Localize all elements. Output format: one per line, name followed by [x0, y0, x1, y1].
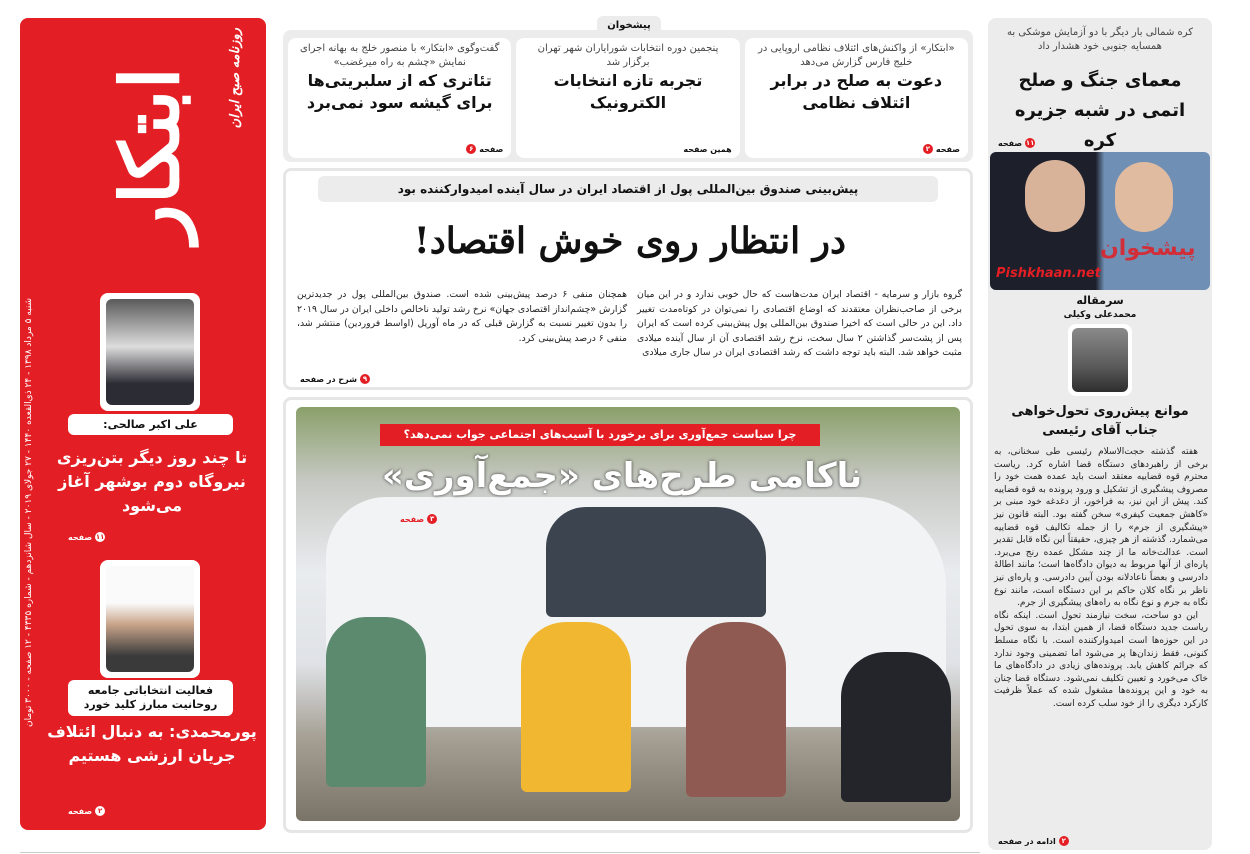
main-col1: گروه بازار و سرمایه - اقتصاد ایران مدت‌هاست که حال خوبی ندارد و در این میان برخی از صاحب‌نظران معتقدند که اوضاع اقتصادی را نمی‌توان در کوتاه‌مدت تغییر داد. این در حالی است که اخیرا صندوق بین‌المللی پول پیش‌بینی کرده است که ایران پس از پشت‌سر گذاشتن ۲ سال سخت، نرخ رشد اقتصادی آن از سال آینده میلادی مثبت خواهد شد. البته باید توجه داشت که رشد اقتصادی ایران در سال جاری میلادی — [637, 289, 962, 358]
dateline: شنبه ۵ مرداد ۱۳۹۸ - ۲۴ ذی‌القعده ۱۴۴۰ - ۲۷ جولای ۲۰۱۹ - سال شانزدهم - شماره ۴۳۳۵ - ۱۲ صفحه - ۳۰۰۰ تومان — [24, 298, 34, 728]
main-col2: همچنان منفی ۶ درصد پیش‌بینی شده است. صندوق بین‌المللی پول در جدیدترین گزارش «چشم‌انداز اقتصادی جهان» نرخ رشد تولید ناخالص داخلی ایران در سال ۲۰۱۹ را بدون تغییر نسبت به گزارش قبلی که در ماه آوریل (اواسط فروردین) منتشر شد، منفی ۶ درصد پیش‌بینی کرد. — [296, 289, 627, 344]
headline[interactable]: تا چند روز دیگر بتن‌ریزی نیروگاه دوم بوشهر آغاز می‌شود — [56, 448, 248, 515]
photo-kicker: چرا سیاست جمع‌آوری برای برخورد با آسیب‌های اجتماعی جواب نمی‌دهد؟ — [380, 424, 820, 446]
watermark-logo: پیشخوان — [1100, 236, 1196, 261]
headline[interactable]: پورمحمدی: به دنبال ائتلاف جریان ارزشی هستیم — [47, 722, 257, 765]
editorial-continue[interactable]: ۲ ادامه در صفحه — [998, 836, 1069, 846]
photo-frame — [100, 560, 200, 678]
photo-frame — [100, 293, 200, 411]
watermark-text: Pishkhaan.net — [996, 266, 1101, 281]
main-continue[interactable]: ۹ شرح در صفحه — [300, 374, 370, 384]
editorial-body: هفته گذشته حجت‌الاسلام رئیسی طی سخنانی، به برخی از راهبردهای دستگاه قضا اشاره کرد. ریاست محترم قوه قضاییه معتقد است باید عمده همت خود را مصروف پیشگیری از تشکیل و ورود پرونده به قوه قضاییه کند. پیش از این نیز، به فراخور، از دغدغه خود مبنی بر «کاهش جمعیت کیفری» سخن گفته بود. البته قانون نیز «پیشگیری از جرم» را از جمله تکالیف قوه قضاییه می‌شمارد. گذشته از هر چیزی، حقیقتاً این نگاه قابل تقدیر است. عدالت‌خانه ما از چند مشکل عمده رنج می‌برد. پاره‌ای از آنها مربوط به دیوان دادگاه‌ها است؛ مانند اطالهٔ دادرسی و بعضاً ناعادلانه بودن آیین دادرسی. و پاره‌ای نیز ناظر بر نگاه کلان حاکم بر این دستگاه است، مانند نوع نگاه به جرم و نوع نگاه به راه‌های پیشگیری از جرم. این دو ساحت، سخت نیازمند تحول است. اینکه نگاه ریاست جدید دستگاه قضا، از همین ابتدا، به سوی تحول در این حوزه‌ها است امیدوارکننده است. با نگاه مسلط کنونی، فقط زندان‌ها پر می‌شود اما تضمینی وجود ندارد که جرائم کاهش یابد. پرونده‌های زیادی در دادگاه‌های ما خاک می‌خورد و تعیین تکلیف نمی‌شود. دستگاه قضا چنان به خود و این پرونده‌ها مشغول شده که عملاً ظرفیت کارکرد دیگری را از خود سلب کرده است. — [994, 447, 1208, 709]
preview-items — [288, 38, 968, 158]
author-photo-frame — [1068, 324, 1132, 396]
masthead-logo: ابتکار — [103, 67, 197, 243]
portrait-pourmohammadi — [106, 566, 194, 672]
editorial-label: سرمقاله — [1076, 294, 1124, 307]
page-ref: ۳ صفحه — [400, 514, 437, 524]
photo-headline[interactable]: ناکامی طرح‌های «جمع‌آوری» — [381, 456, 863, 496]
masthead-subtitle: روزنامه صبح ایران — [228, 28, 243, 129]
preview-item[interactable]: گفت‌وگوی «ابتکار» با منصور خلج به بهانه اجرای نمایش «چشم به راه میرغضب» تئاتری که از سلبریتی‌ها برای گیشه سود نمی‌برد ۶ صفحه — [288, 38, 511, 158]
editorial-headline[interactable]: موانع پیش‌روی تحول‌خواهی جناب آقای رئیسی — [1011, 404, 1189, 438]
main-headline[interactable]: در انتظار روی خوش اقتصاد! — [413, 220, 847, 262]
author-photo — [1072, 328, 1128, 392]
right-headline[interactable]: معمای جنگ و صلح اتمی در شبه جزیره کره — [1014, 70, 1186, 151]
page-ref: ۱۱ صفحه — [68, 532, 105, 542]
caption: علی اکبر صالحی: — [68, 414, 233, 435]
main-kicker: پیش‌بینی صندوق بین‌المللی پول از اقتصاد ایران در سال آینده امیدوارکننده بود — [318, 176, 938, 202]
page-ref: ۱۱ صفحه — [998, 138, 1035, 148]
preview-item[interactable]: «ابتکار» از واکنش‌های ائتلاف نظامی اروپایی در خلیج فارس گزارش می‌دهد دعوت به صلح در برابر ائتلاف نظامی ۲ صفحه — [745, 38, 968, 158]
right-kicker: کره شمالی بار دیگر با دو آزمایش موشکی به همسایه جنوبی خود هشدار داد — [1006, 27, 1194, 52]
portrait-salehi — [106, 299, 194, 405]
page-ref: ۲ صفحه — [68, 806, 105, 816]
preview-item[interactable]: پنجمین دوره انتخابات شورایاران شهر تهران برگزار شد تجربه تازه انتخابات الکترونیک همین صفحه — [516, 38, 739, 158]
caption: فعالیت انتخاباتی جامعه روحانیت مبارز کلید خورد — [68, 680, 233, 716]
preview-label: پیشخوان — [597, 16, 661, 36]
bottom-rule — [20, 852, 980, 853]
editorial-author: محمدعلی وکیلی — [1063, 310, 1137, 320]
